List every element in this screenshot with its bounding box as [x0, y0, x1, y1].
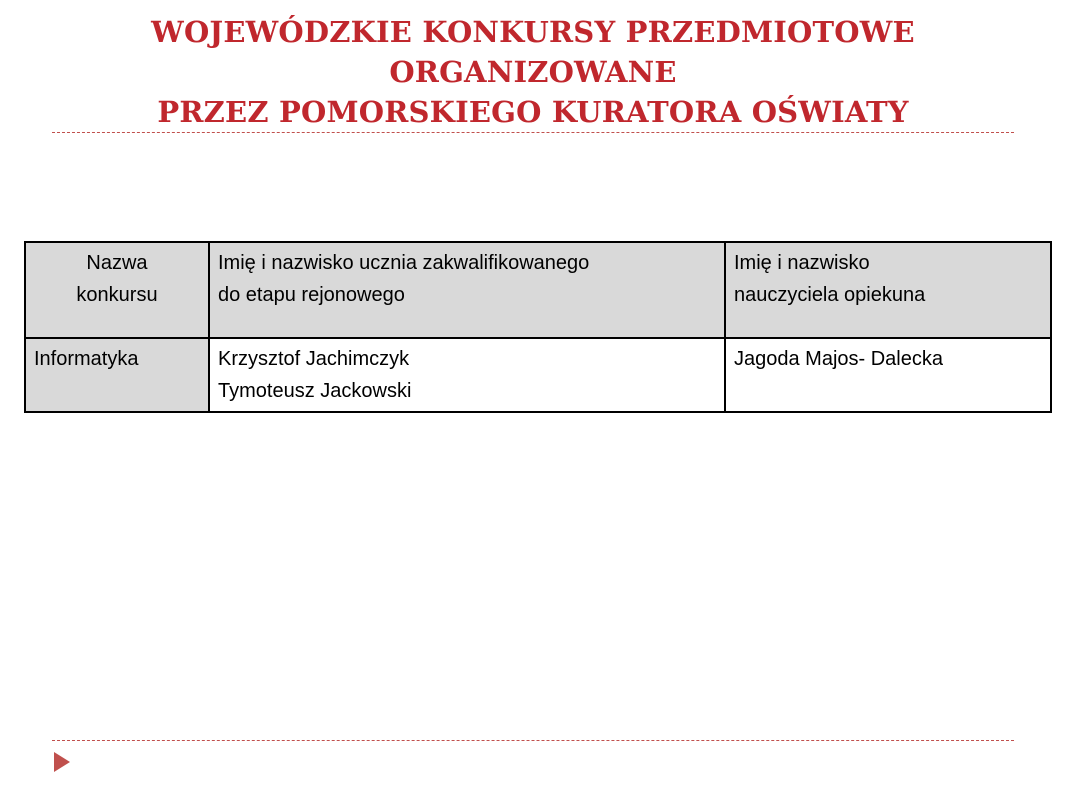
title-line-2: ORGANIZOWANE [389, 55, 677, 89]
cell-teacher: Jagoda Majos- Dalecka [725, 338, 1051, 412]
title-line-1: WOJEWÓDZKIE KONKURSY PRZEDMIOTOWE [151, 15, 915, 49]
triangle-right-icon [54, 752, 70, 772]
top-divider [52, 132, 1014, 133]
slide-title [0, 12, 1066, 132]
title-line-3: PRZEZ POMORSKIEGO KURATORA OŚWIATY [157, 95, 909, 129]
header-teacher-name: Imię i nazwisko nauczyciela opiekuna [725, 242, 1051, 338]
cell-students: Krzysztof Jachimczyk Tymoteusz Jackowski [209, 338, 725, 412]
header-student-name: Imię i nazwisko ucznia zakwalifikowanego do etapu rejonowego [209, 242, 725, 338]
cell-contest: Informatyka [25, 338, 209, 412]
header-contest-name: Nazwa konkursu [25, 242, 209, 338]
table-header-row [25, 242, 1051, 338]
results-table [24, 241, 1052, 413]
bottom-divider [52, 740, 1014, 741]
table-row [25, 338, 1051, 412]
